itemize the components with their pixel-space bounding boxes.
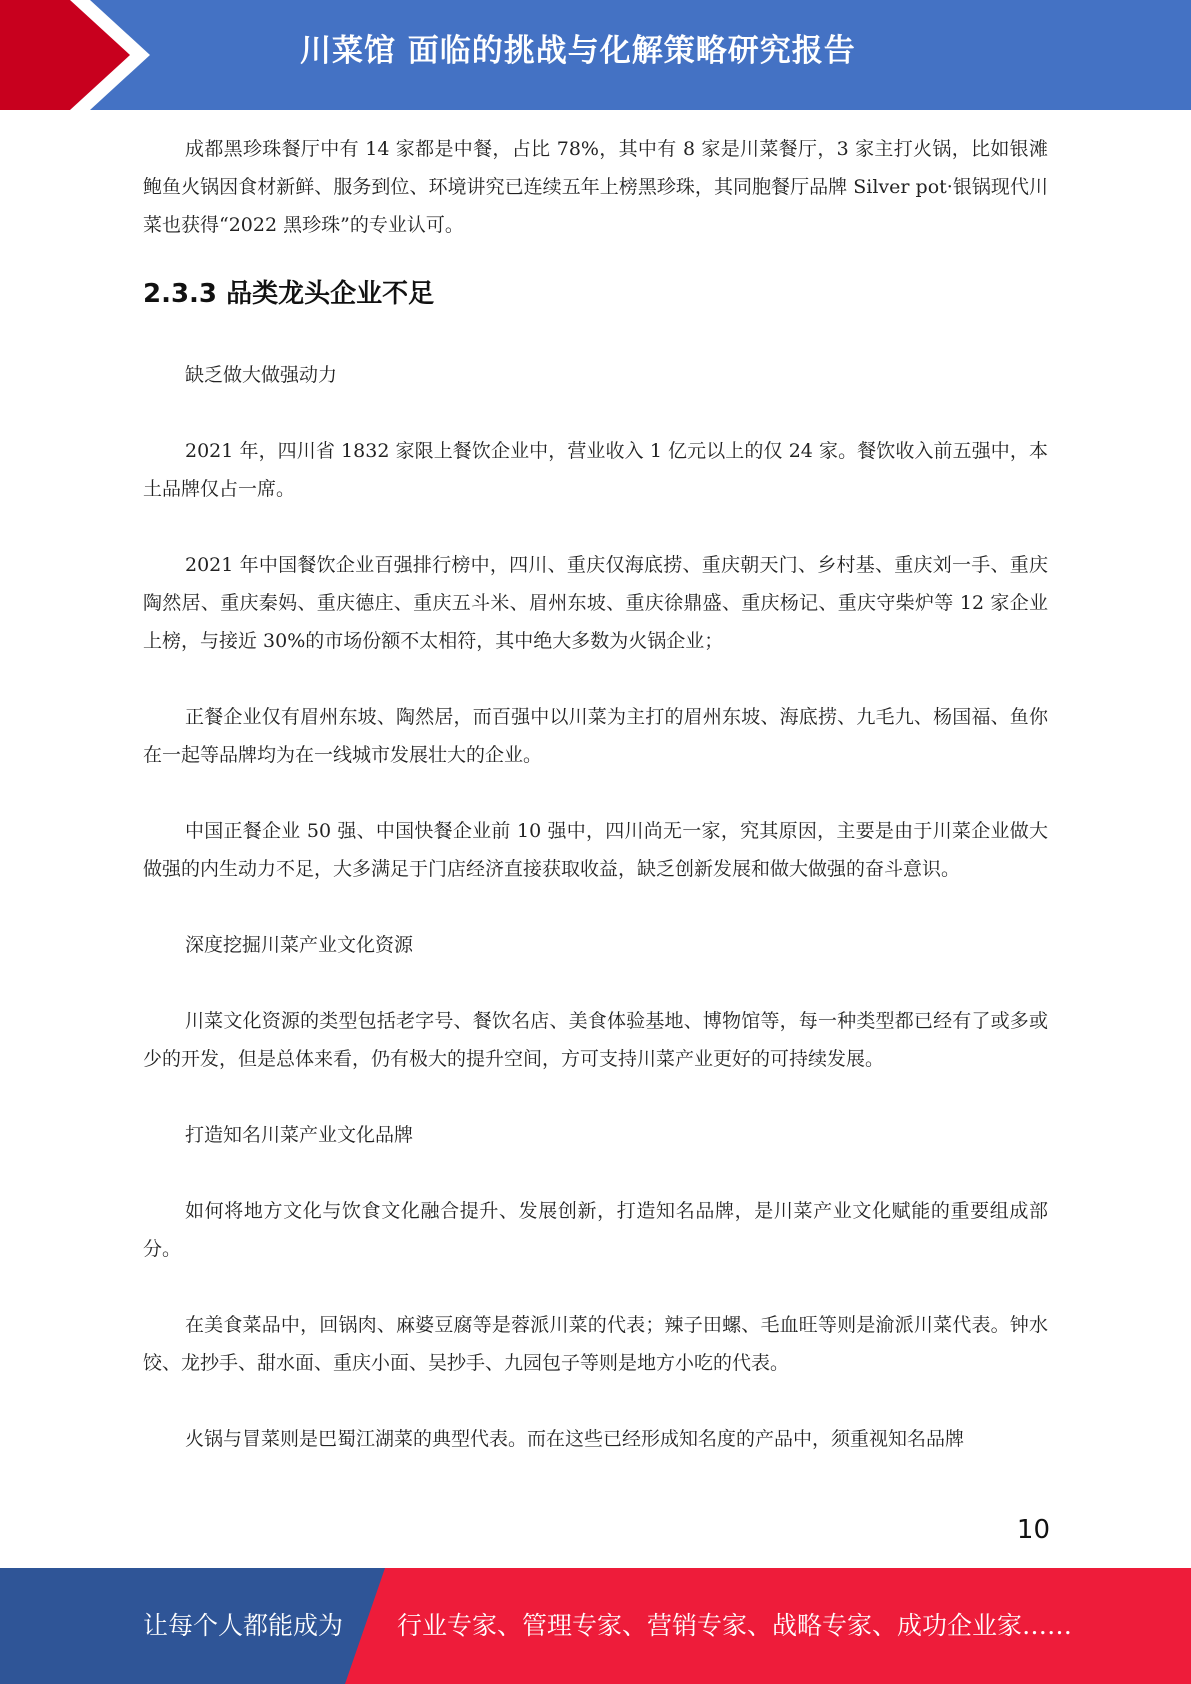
- paragraph: 如何将地方文化与饮食文化融合提升、发展创新，打造知名品牌，是川菜产业文化赋能的重要组成部分。: [143, 1200, 1048, 1260]
- section-heading: 2.3.3 品类龙头企业不足: [143, 279, 435, 309]
- subheading: 缺乏做大做强动力: [185, 364, 338, 386]
- paragraph: 成都黑珍珠餐厅中有 14 家都是中餐，占比 78%，其中有 8 家是川菜餐厅，3 家主打火锅，比如银滩鲍鱼火锅因食材新鲜、服务到位、环境讲究已连续五年上榜黑珍珠，其同胞餐厅品牌 Silver pot·银锅现代川菜也获得“2022 黑珍珠”的专业认可。: [143, 138, 1048, 236]
- page-header: [0, 0, 1191, 110]
- paragraph: 2021 年中国餐饮企业百强排行榜中，四川、重庆仅海底捞、重庆朝天门、乡村基、重庆刘一手、重庆陶然居、重庆秦妈、重庆德庄、重庆五斗米、眉州东坡、重庆徐鼎盛、重庆杨记、重庆守柴炉等 12 家企业上榜，与接近 30%的市场份额不太相符，其中绝大多数为火锅企业；: [143, 554, 1048, 652]
- subheading: 深度挖掘川菜产业文化资源: [185, 934, 414, 956]
- paragraph: 在美食菜品中，回锅肉、麻婆豆腐等是蓉派川菜的代表；辣子田螺、毛血旺等则是渝派川菜代表。钟水饺、龙抄手、甜水面、重庆小面、吴抄手、九园包子等则是地方小吃的代表。: [143, 1314, 1048, 1374]
- subheading: 打造知名川菜产业文化品牌: [185, 1124, 414, 1146]
- page-footer: [0, 1568, 1191, 1684]
- paragraph: 川菜文化资源的类型包括老字号、餐饮名店、美食体验基地、博物馆等，每一种类型都已经有了或多或少的开发，但是总体来看，仍有极大的提升空间，方可支持川菜产业更好的可持续发展。: [143, 1010, 1048, 1070]
- paragraph: 2021 年，四川省 1832 家限上餐饮企业中，营业收入 1 亿元以上的仅 24 家。餐饮收入前五强中，本土品牌仅占一席。: [143, 440, 1048, 500]
- report-title: 川菜馆 面临的挑战与化解策略研究报告: [300, 33, 856, 69]
- page-number: 10: [1016, 1515, 1050, 1545]
- footer-slogan-left: 让每个人都能成为: [143, 1611, 344, 1640]
- paragraph: 正餐企业仅有眉州东坡、陶然居，而百强中以川菜为主打的眉州东坡、海底捞、九毛九、杨国福、鱼你在一起等品牌均为在一线城市发展壮大的企业。: [143, 706, 1048, 766]
- paragraph: 火锅与冒菜则是巴蜀江湖菜的典型代表。而在这些已经形成知名度的产品中，须重视知名品牌: [185, 1428, 965, 1450]
- paragraph: 中国正餐企业 50 强、中国快餐企业前 10 强中，四川尚无一家，究其原因，主要是由于川菜企业做大做强的内生动力不足，大多满足于门店经济直接获取收益，缺乏创新发展和做大做强的奋斗意识。: [143, 820, 1048, 880]
- page-body: [143, 130, 1048, 1458]
- footer-slogan-right: 行业专家、管理专家、营销专家、战略专家、成功企业家……: [397, 1611, 1073, 1640]
